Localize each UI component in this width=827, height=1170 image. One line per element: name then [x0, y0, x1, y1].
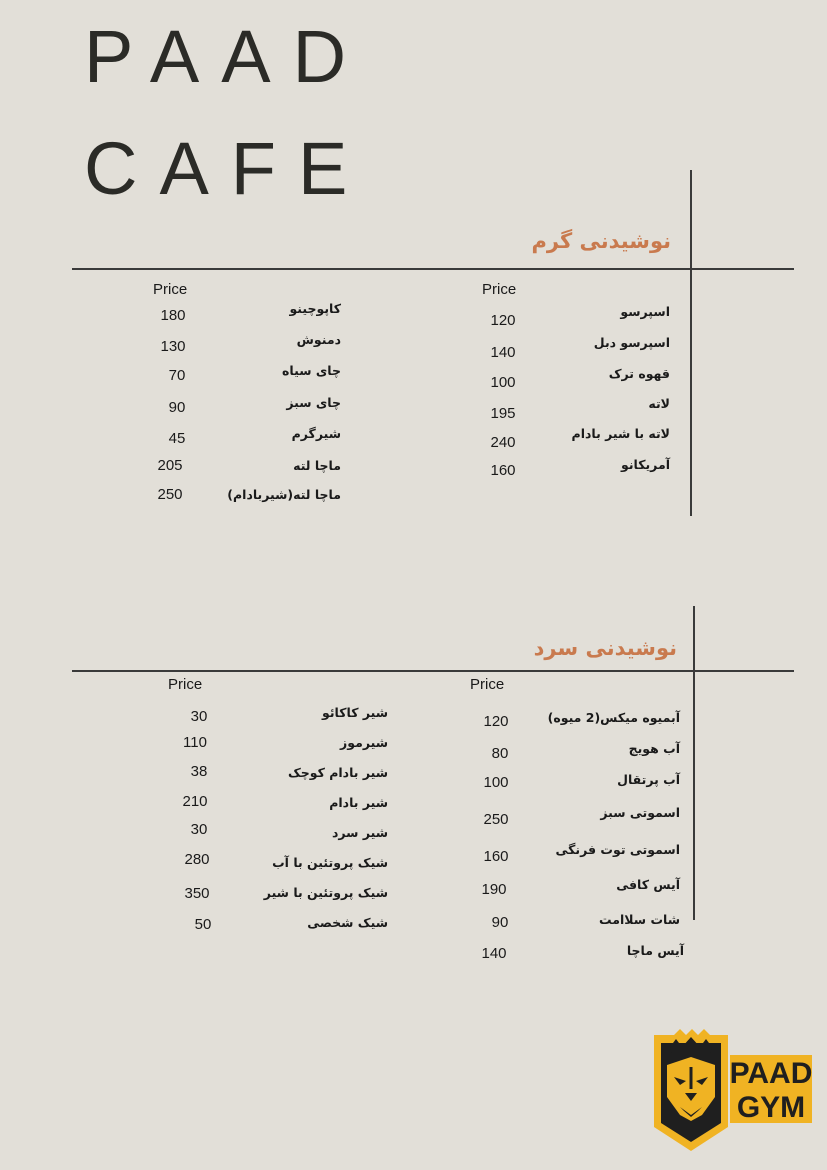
menu-item-name: آب پرتقال — [617, 772, 680, 787]
menu-item-name: شیر سرد — [331, 825, 388, 840]
paad-gym-logo — [652, 1027, 814, 1155]
menu-item-price: 120 — [490, 312, 516, 329]
menu-item-name: شیک پروتئین با آب — [272, 855, 388, 870]
menu-item-name: کاپوچینو — [289, 301, 341, 316]
menu-item-name: لاته — [648, 396, 670, 411]
menu-item-name: اسپرسو — [620, 304, 670, 319]
menu-item-price: 90 — [491, 914, 509, 931]
menu-item-price: 240 — [490, 434, 516, 451]
logo-text-line1: PAAD — [729, 1057, 813, 1090]
hot-left-price-header: Price — [153, 281, 188, 298]
menu-item-name: اسموتی سبز — [600, 805, 680, 820]
menu-item-name: لاته با شیر بادام — [571, 426, 670, 441]
hot-drinks-title: نوشیدنی گرم — [531, 229, 671, 253]
menu-item-name: آمریکانو — [621, 457, 670, 472]
menu-item-name: چای سبز — [286, 395, 341, 410]
menu-item-price: 100 — [483, 774, 509, 791]
menu-item-price: 38 — [190, 763, 208, 780]
menu-item-name: شیر کاکائو — [322, 705, 388, 720]
cold-right-price-header: Price — [470, 676, 505, 693]
hot-right-price-header: Price — [482, 281, 517, 298]
cafe-title-line1: PAAD — [84, 15, 369, 98]
menu-item-price: 160 — [483, 848, 509, 865]
menu-item-price: 140 — [481, 945, 507, 962]
menu-item-price: 250 — [483, 811, 509, 828]
menu-item-price: 205 — [157, 457, 183, 474]
menu-item-price: 30 — [190, 821, 208, 838]
menu-item-name: شیرگرم — [291, 426, 341, 441]
menu-item-name: آیس کافی — [616, 877, 680, 892]
menu-item-price: 120 — [483, 713, 509, 730]
cold-drinks-title: نوشیدنی سرد — [533, 636, 677, 660]
hot-divider-vertical — [690, 170, 692, 516]
menu-item-name: چای سیاه — [282, 363, 341, 378]
menu-item-price: 195 — [490, 405, 516, 422]
menu-item-name: ماچا لته(شیربادام) — [227, 487, 341, 502]
cold-divider-horizontal — [72, 670, 794, 672]
menu-item-price: 280 — [184, 851, 210, 868]
menu-item-price: 140 — [490, 344, 516, 361]
menu-item-price: 50 — [194, 916, 212, 933]
menu-item-name: دمنوش — [296, 332, 341, 347]
menu-item-price: 190 — [481, 881, 507, 898]
menu-item-price: 250 — [157, 486, 183, 503]
menu-item-price: 70 — [168, 367, 186, 384]
menu-item-price: 350 — [184, 885, 210, 902]
menu-item-name: شیرموز — [340, 735, 388, 750]
menu-item-name: شات سلاامت — [599, 912, 680, 927]
menu-item-price: 100 — [490, 374, 516, 391]
menu-item-price: 90 — [168, 399, 186, 416]
menu-item-name: آیس ماچا — [626, 943, 684, 958]
menu-item-name: آب هویج — [628, 741, 680, 756]
menu-item-price: 110 — [183, 734, 207, 751]
menu-item-name: قهوه ترک — [608, 366, 670, 381]
cold-divider-vertical — [693, 606, 695, 920]
menu-item-name: شیک شخصی — [307, 915, 388, 930]
menu-item-name: شیک پروتئین با شیر — [263, 885, 388, 900]
menu-item-name: آبمیوه میکس(2 میوه) — [547, 710, 680, 725]
menu-item-name: شیر بادام — [329, 795, 388, 810]
menu-item-price: 45 — [168, 430, 186, 447]
menu-item-name: اسموتی توت فرنگی — [555, 842, 680, 857]
menu-item-price: 30 — [190, 708, 208, 725]
menu-item-price: 80 — [491, 745, 509, 762]
menu-item-price: 180 — [160, 307, 186, 324]
logo-text-line2: GYM — [736, 1091, 806, 1124]
cold-left-price-header: Price — [168, 676, 203, 693]
lion-shield-icon — [652, 1027, 814, 1155]
menu-item-price: 130 — [160, 338, 186, 355]
menu-item-name: ماچا لته — [293, 458, 341, 473]
menu-item-name: اسپرسو دبل — [593, 335, 670, 350]
menu-item-price: 160 — [490, 462, 516, 479]
hot-divider-horizontal — [72, 268, 794, 270]
menu-item-name: شیر بادام کوچک — [287, 765, 388, 780]
cafe-title-line2: CAFE — [84, 127, 370, 210]
menu-item-price: 210 — [182, 793, 208, 810]
